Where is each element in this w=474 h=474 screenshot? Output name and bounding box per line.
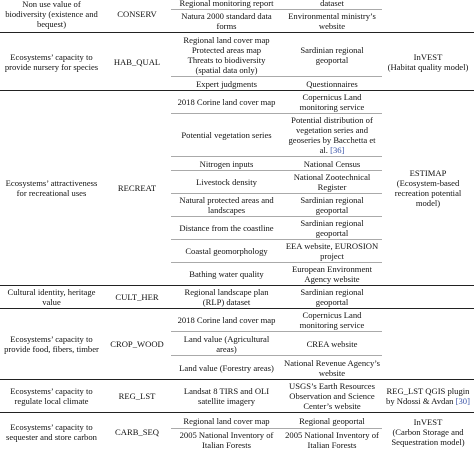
data-source-text: National Revenue Agency’s website xyxy=(284,357,380,378)
indicator-code-cell: CARB_SEQ xyxy=(103,413,171,452)
data-source-text: Sardinian regional geoportal xyxy=(300,218,364,238)
data-source-text: Potential distribution of vegetation series and geoseries by Bacchetta et al. xyxy=(288,115,376,155)
input-data-cell: Land value (Agricultural areas) xyxy=(171,332,282,356)
data-source-cell xyxy=(282,157,382,171)
data-source-cell xyxy=(282,332,382,356)
table-row xyxy=(0,91,474,114)
data-source-text: Environmental ministry’s website xyxy=(288,11,376,31)
citation-link[interactable]: [30] xyxy=(455,396,470,406)
model-cell xyxy=(382,91,474,286)
indicator-code-cell: RECREAT xyxy=(103,91,171,286)
service-cell: Non use value of biodiversity (existence and bequest) xyxy=(0,0,103,33)
data-source-cell xyxy=(282,286,382,309)
data-source-cell xyxy=(282,77,382,91)
service-cell: Ecosystems’ capacity to provide nursery for species xyxy=(0,33,103,91)
data-source-text: Copernicus Land monitoring service xyxy=(299,92,365,112)
service-cell: Ecosystems’ capacity to provide food, fibers, timber xyxy=(0,309,103,380)
service-cell: Ecosystems’ capacity to regulate local climate xyxy=(0,380,103,413)
input-data-cell: Natura 2000 standard data forms xyxy=(171,10,282,33)
data-source-text: Regional geoportal xyxy=(299,415,365,426)
indicator-code-cell: HAB_QUAL xyxy=(103,33,171,91)
input-data-cell: Potential vegetation series xyxy=(171,114,282,157)
indicator-code-cell: CONSERV xyxy=(103,0,171,33)
data-source-cell xyxy=(282,171,382,194)
data-source-cell xyxy=(282,0,382,10)
table-row xyxy=(0,286,474,309)
input-data-cell: Regional landscape plan (RLP) dataset xyxy=(171,286,282,309)
model-cell xyxy=(382,33,474,91)
model-cell xyxy=(382,380,474,413)
data-source-text: CREA website xyxy=(306,338,358,349)
data-source-cell xyxy=(282,91,382,114)
data-source-cell xyxy=(282,263,382,286)
data-source-cell xyxy=(282,217,382,240)
data-source-text: National Census xyxy=(303,158,361,169)
indicator-code-cell: CROP_WOOD xyxy=(103,309,171,380)
model-cell xyxy=(382,286,474,309)
input-data-cell: Regional land cover map xyxy=(171,413,282,429)
service-cell: Cultural identity, heritage value xyxy=(0,286,103,309)
input-data-cell: Distance from the coastline xyxy=(171,217,282,240)
input-data-cell: Regional land cover map Protected areas map Threats to biodiversity (spatial data only) xyxy=(171,33,282,77)
data-source-cell xyxy=(282,413,382,429)
data-source-cell xyxy=(282,309,382,332)
input-data-cell: Nitrogen inputs xyxy=(171,157,282,171)
table-row xyxy=(0,0,474,10)
service-cell: Ecosystems’ attractiveness for recreational uses xyxy=(0,91,103,286)
data-source-cell xyxy=(282,380,382,413)
model-cell xyxy=(382,0,474,33)
data-source-cell xyxy=(282,194,382,217)
data-source-text: EEA website, EUROSION project xyxy=(285,241,379,261)
input-data-cell: 2018 Corine land cover map xyxy=(171,91,282,114)
model-cell xyxy=(382,309,474,380)
model-text: InVEST (Habitat quality model) xyxy=(387,51,469,72)
data-source-text: Questionnaires xyxy=(306,78,358,89)
input-data-cell: Natural protected areas and landscapes xyxy=(171,194,282,217)
input-data-cell: 2018 Corine land cover map xyxy=(171,309,282,332)
data-source-text: National Zootechnical Register xyxy=(293,172,371,192)
model-text: InVEST (Carbon Storage and Sequestration model) xyxy=(391,417,465,447)
data-source-cell xyxy=(282,114,382,157)
data-source-cell xyxy=(282,429,382,452)
data-source-cell xyxy=(282,10,382,33)
model-cell xyxy=(382,413,474,452)
model-text: ESTIMAP (Ecosystem-based recreation potential model) xyxy=(394,168,462,208)
input-data-cell: Bathing water quality xyxy=(171,263,282,286)
data-source-text: 2005 National Inventory of Italian Forests xyxy=(285,430,379,450)
data-source-text: European Environment Agency website xyxy=(292,264,372,284)
data-source-text: Sardinian regional geoportal xyxy=(300,44,364,65)
input-data-cell: Expert judgments xyxy=(171,77,282,91)
service-cell: Ecosystems’ capacity to sequester and store carbon xyxy=(0,413,103,452)
data-source-text: Copernicus Land monitoring service xyxy=(299,310,365,330)
input-data-cell: Land value (Forestry areas) xyxy=(171,356,282,380)
input-data-cell: Livestock density xyxy=(171,171,282,194)
data-source-text: USGS’s Earth Resources Observation and Science Center’s website xyxy=(289,381,375,411)
indicator-code-cell: REG_LST xyxy=(103,380,171,413)
data-source-cell xyxy=(282,356,382,380)
model-text: REG_LST QGIS plugin by Ndossi & Avdan xyxy=(386,386,470,406)
data-source-text: Sardinian regional geoportal xyxy=(300,195,364,215)
data-source-cell xyxy=(282,33,382,77)
citation-link[interactable]: [36] xyxy=(330,145,345,155)
input-data-cell: Landsat 8 TIRS and OLI satellite imagery xyxy=(171,380,282,413)
data-source-text: Sardinian regional geoportal xyxy=(300,287,364,307)
table-row xyxy=(0,33,474,77)
data-source-text: dataset xyxy=(320,0,344,8)
indicator-code-cell: CULT_HER xyxy=(103,286,171,309)
input-data-cell: Regional monitoring report xyxy=(171,0,282,10)
table-row xyxy=(0,380,474,413)
data-source-cell xyxy=(282,240,382,263)
input-data-cell: 2005 National Inventory of Italian Forests xyxy=(171,429,282,452)
table-row xyxy=(0,413,474,429)
table-row xyxy=(0,309,474,332)
input-data-cell: Coastal geomorphology xyxy=(171,240,282,263)
